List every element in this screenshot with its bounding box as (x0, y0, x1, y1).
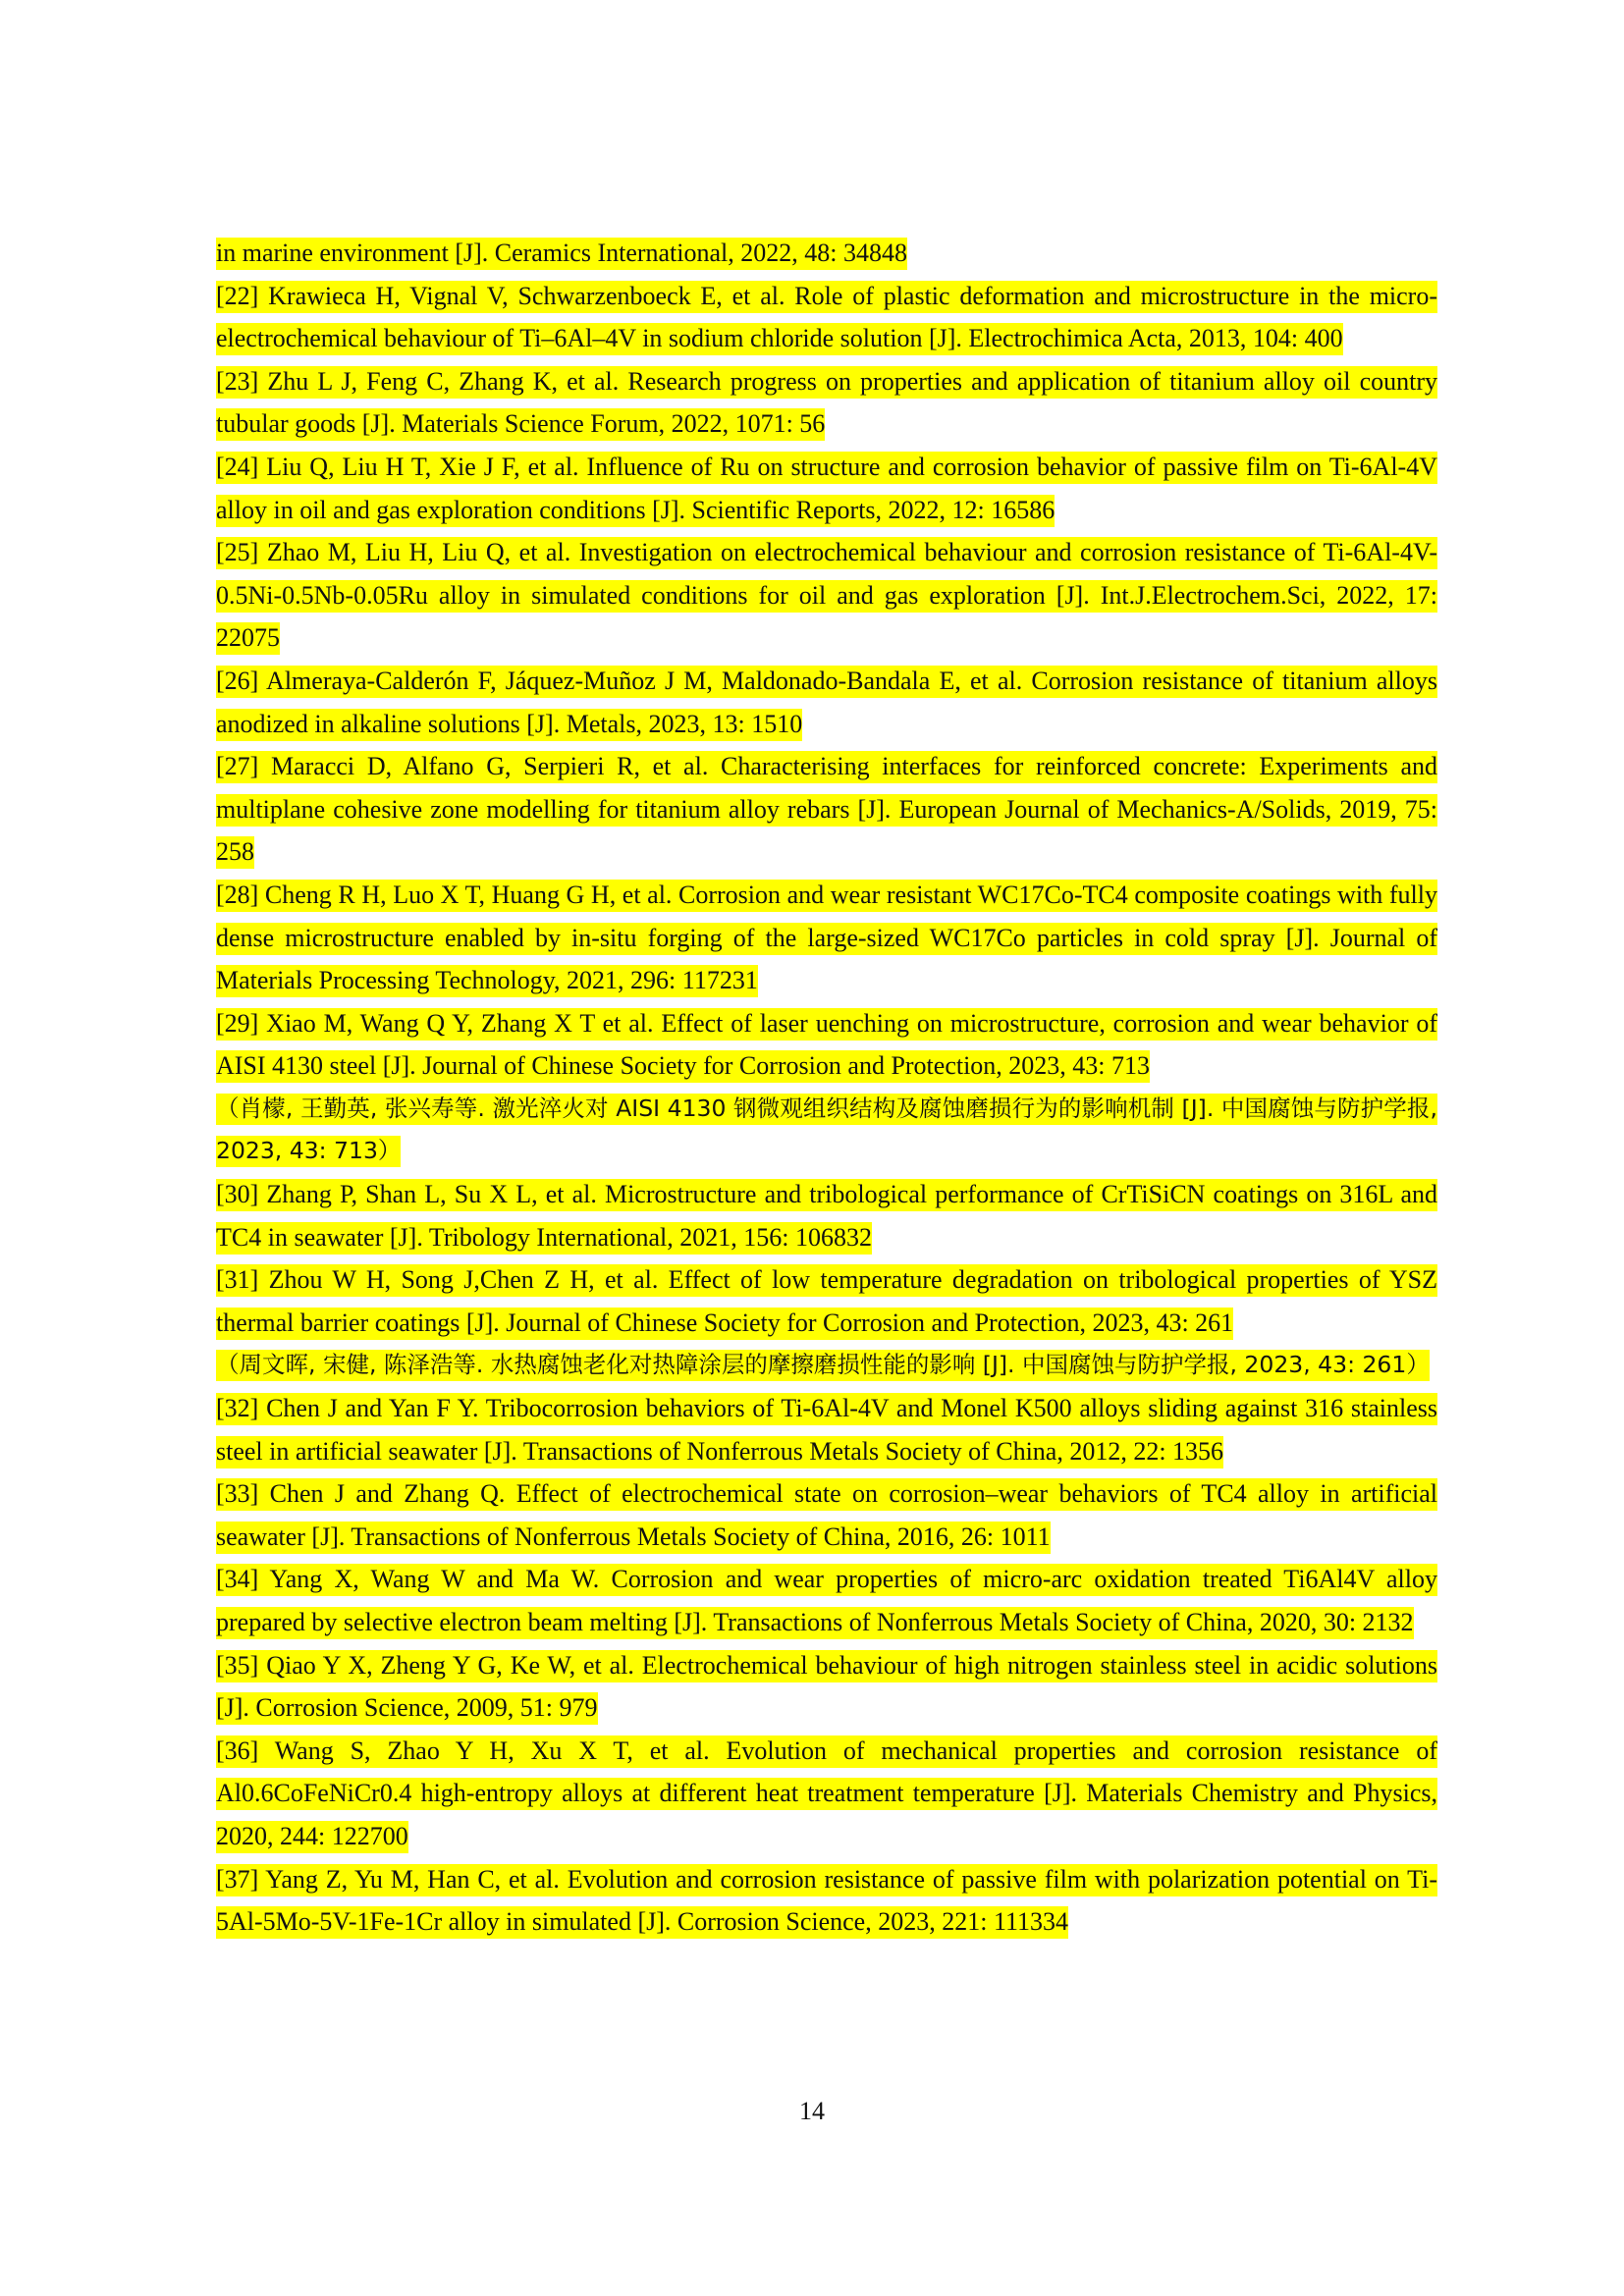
reference-list (216, 232, 1437, 1944)
reference-entry-chinese (216, 1088, 1437, 1173)
reference-text: [34] Yang X, Wang W and Ma W. Corrosion and wear properties of micro-arc oxidation treated Ti6Al4V alloy prepared by selective electron beam melting [J]. Transactions of Nonferrous Metals Society of China, 2020, 30: 2132 (216, 1564, 1437, 1639)
reference-text: [37] Yang Z, Yu M, Han C, et al. Evolution and corrosion resistance of passive film with polarization potential on Ti-5Al-5Mo-5V-1Fe-1Cr alloy in simulated [J]. Corrosion Science, 2023, 221: 111334 (216, 1864, 1437, 1940)
reference-text: [30] Zhang P, Shan L, Su X L, et al. Microstructure and tribological performance of CrTiSiCN coatings on 316L and TC4 in seawater [J]. Tribology International, 2021, 156: 106832 (216, 1179, 1437, 1255)
reference-entry (216, 1858, 1437, 1944)
page-number: 14 (799, 2097, 825, 2125)
reference-entry (216, 1558, 1437, 1643)
reference-entry (216, 531, 1437, 660)
reference-text: [25] Zhao M, Liu H, Liu Q, et al. Investigation on electrochemical behaviour and corrosion resistance of Ti-6Al-4V-0.5Ni-0.5Nb-0.05Ru alloy in simulated conditions for oil and gas exploration [J]. Int.J.Electrochem.Sci, 2022, 17: 22075 (216, 537, 1437, 655)
reference-entry (216, 1258, 1437, 1344)
reference-text: [31] Zhou W H, Song J,Chen Z H, et al. Effect of low temperature degradation on tribological properties of YSZ thermal barrier coatings [J]. Journal of Chinese Society for Corrosion and Protection, 2023, 43: 261 (216, 1264, 1437, 1340)
reference-entry (216, 745, 1437, 874)
reference-entry (216, 232, 1437, 275)
reference-text: [22] Krawieca H, Vignal V, Schwarzenboeck E, et al. Role of plastic deformation and microstructure in the micro-electrochemical behaviour of Ti–6Al–4V in sodium chloride solution [J]. Electrochimica Acta, 2013, 104: 400 (216, 281, 1437, 356)
reference-text: [24] Liu Q, Liu H T, Xie J F, et al. Influence of Ru on structure and corrosion behavior of passive film on Ti-6Al-4V alloy in oil and gas exploration conditions [J]. Scientific Reports, 2022, 12: 16586 (216, 452, 1437, 527)
reference-text: [32] Chen J and Yan F Y. Tribocorrosion behaviors of Ti-6Al-4V and Monel K500 alloys sliding against 316 stainless steel in artificial seawater [J]. Transactions of Nonferrous Metals Society of China, 2012, 22: 1356 (216, 1393, 1437, 1468)
reference-entry (216, 360, 1437, 446)
reference-text: [35] Qiao Y X, Zheng Y G, Ke W, et al. Electrochemical behaviour of high nitrogen stainless steel in acidic solutions [J]. Corrosion Science, 2009, 51: 979 (216, 1650, 1437, 1726)
reference-text: [33] Chen J and Zhang Q. Effect of electrochemical state on corrosion–wear behaviors of TC4 alloy in artificial seawater [J]. Transactions of Nonferrous Metals Society of China, 2016, 26: 1011 (216, 1478, 1437, 1554)
reference-entry (216, 446, 1437, 531)
reference-text: [36] Wang S, Zhao Y H, Xu X T, et al. Evolution of mechanical properties and corrosion resistance of Al0.6CoFeNiCr0.4 high-entropy alloys at different heat treatment temperature [J]. Materials Chemistry and Physics, 2020, 244: 122700 (216, 1735, 1437, 1853)
reference-text: [27] Maracci D, Alfano G, Serpieri R, et al. Characterising interfaces for reinforced concrete: Experiments and multiplane cohesive zone modelling for titanium alloy rebars [J]. European Journal of Mechanics-A/Solids, 2019, 75: 258 (216, 751, 1437, 869)
reference-text: [23] Zhu L J, Feng C, Zhang K, et al. Research progress on properties and application of titanium alloy oil country tubular goods [J]. Materials Science Forum, 2022, 1071: 56 (216, 366, 1437, 442)
reference-entry (216, 1472, 1437, 1558)
reference-text: （周文晖, 宋健, 陈泽浩等. 水热腐蚀老化对热障涂层的摩擦磨损性能的影响 [J]. 中国腐蚀与防护学报, 2023, 43: 261） (216, 1350, 1430, 1381)
reference-entry (216, 1173, 1437, 1258)
reference-entry (216, 1387, 1437, 1472)
reference-entry (216, 874, 1437, 1002)
reference-text: [29] Xiao M, Wang Q Y, Zhang X T et al. Effect of laser uenching on microstructure, corrosion and wear behavior of AISI 4130 steel [J]. Journal of Chinese Society for Corrosion and Protection, 2023, 43: 713 (216, 1008, 1437, 1084)
reference-text: in marine environment [J]. Ceramics International, 2022, 48: 34848 (216, 238, 907, 270)
reference-entry (216, 1730, 1437, 1858)
reference-text: （肖檬, 王勤英, 张兴寿等. 激光淬火对 AISI 4130 钢微观组织结构及腐蚀磨损行为的影响机制 [J]. 中国腐蚀与防护学报, 2023, 43: 713） (216, 1094, 1437, 1168)
reference-entry (216, 1644, 1437, 1730)
reference-entry (216, 1002, 1437, 1088)
reference-entry (216, 660, 1437, 745)
reference-text: [26] Almeraya-Calderón F, Jáquez-Muñoz J M, Maldonado-Bandala E, et al. Corrosion resistance of titanium alloys anodized in alkaline solutions [J]. Metals, 2023, 13: 1510 (216, 666, 1437, 741)
reference-entry-chinese (216, 1344, 1437, 1387)
reference-text: [28] Cheng R H, Luo X T, Huang G H, et al. Corrosion and wear resistant WC17Co-TC4 composite coatings with fully dense microstructure enabled by in-situ forging of the large-sized WC17Co particles in cold spray [J]. Journal of Materials Processing Technology, 2021, 296: 117231 (216, 880, 1437, 997)
reference-entry (216, 275, 1437, 360)
